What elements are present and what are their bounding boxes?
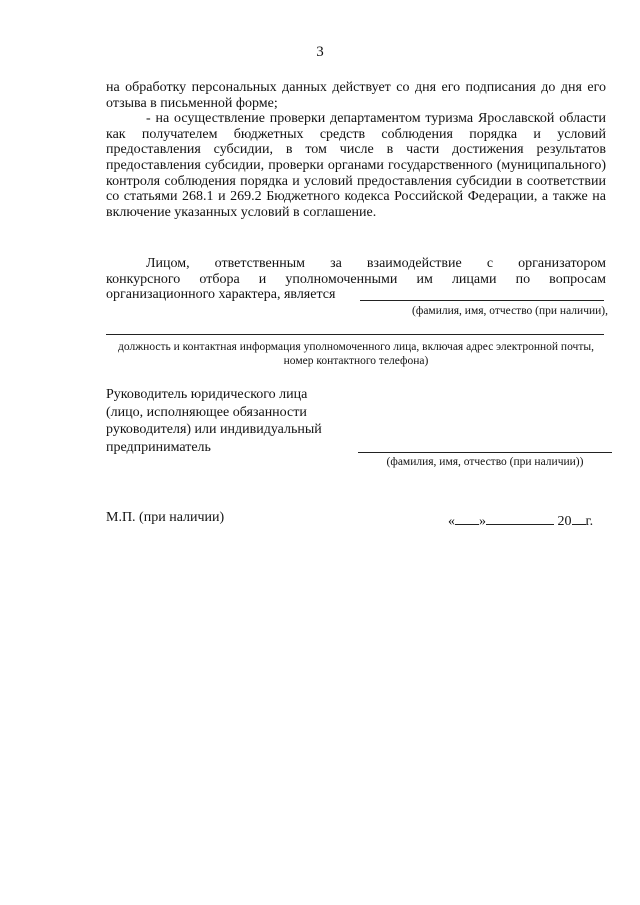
caption-fio-signatory: (фамилия, имя, отчество (при наличии))	[386, 456, 584, 468]
paragraph-inspection-consent: - на осуществление проверки департаментом туризма Ярославской области как получателем бюджетных средств соблюдения порядка и условий предоставления субсидии, в том числе в части достижения результатов предоставления субсидии, проверки органами государственного (муниципального) контроля соблюдения порядка и условий предоставления субсидии в соответствии со статьями 268.1 и 269.2 Бюджетного кодекса Российской Федерации, а также на включение указанных условий в соглашение.	[106, 111, 606, 220]
date-field	[448, 510, 593, 530]
position-contact-line	[106, 334, 604, 335]
date-day-blank	[455, 510, 479, 525]
date-open-quote: «	[448, 514, 455, 529]
date-year-blank	[572, 510, 586, 525]
main-text	[106, 80, 606, 220]
responsible-line-2: конкурсного отбора и уполномоченными им лицами по вопросам	[106, 271, 606, 287]
responsible-line-1: Лицом, ответственным за взаимодействие с организатором	[146, 256, 606, 271]
signatory-role-line: Руководитель юридического лица	[106, 387, 308, 402]
date-suffix: г.	[585, 514, 594, 529]
caption-fio-responsible: (фамилия, имя, отчество (при наличии),	[412, 305, 608, 317]
responsible-line-3: организационного характера, является	[106, 287, 336, 303]
page-number: 3	[316, 44, 324, 60]
signature-line	[358, 452, 612, 453]
date-close-quote: »	[479, 514, 486, 529]
stamp-label: М.П. (при наличии)	[106, 510, 225, 525]
signatory-role-line: руководителя) или индивидуальный	[106, 422, 322, 437]
paragraph-consent-period: на обработку персональных данных действует со дня его подписания до дня его отзыва в письменной форме;	[106, 80, 606, 111]
signatory-role	[106, 386, 356, 456]
signatory-role-line: (лицо, исполняющее обязанности	[106, 404, 307, 420]
date-month-blank	[486, 510, 554, 525]
responsible-name-line	[360, 300, 604, 301]
caption-position-contacts: должность и контактная информация уполномоченного лица, включая адрес электронной почты, номер контактного телефона)	[118, 341, 594, 367]
signatory-role-line: предприниматель	[106, 439, 211, 455]
date-year-prefix: 20	[557, 514, 572, 529]
responsible-person-block	[106, 256, 606, 303]
